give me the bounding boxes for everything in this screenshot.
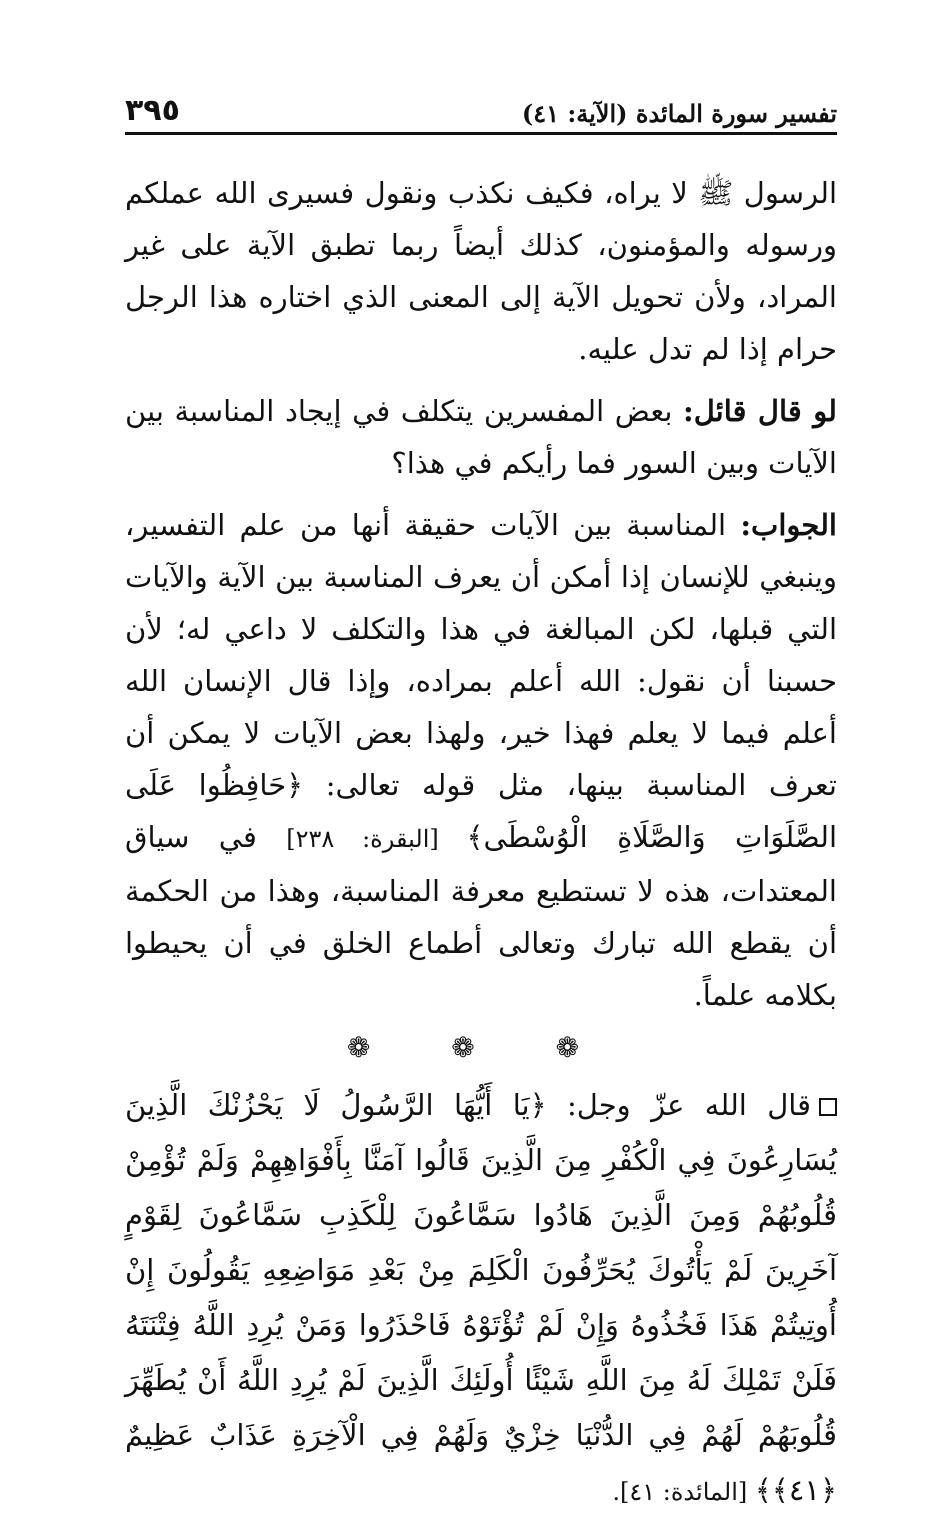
paragraph-3 [125, 499, 837, 1021]
book-page [125, 88, 837, 1520]
running-title: تفسير سورة المائدة (الآية: ٤١) [521, 99, 837, 128]
running-header [125, 88, 837, 135]
quran-quote: ﴿حَافِظُوا عَلَى الصَّلَوَاتِ وَالصَّلَاةِ الْوُسْطَى﴾ [125, 768, 838, 854]
paragraph-1: الرسول ﷺ لا يراه، فكيف نكذب ونقول فسيرى الله عملكم ورسوله والمؤمنون، كذلك أيضاً ربما تطبق الآية على غير المراد، ولأن تحويل الآية إلى المعنى الذي اختاره هذا الرجل حرام إذا لم تدل عليه. [125, 176, 837, 366]
verse-reference: [المائدة: ٤١]. [612, 1478, 755, 1506]
square-bullet-icon [819, 1098, 837, 1116]
verse-text: ﴿يَا أَيُّهَا الرَّسُولُ لَا يَحْزُنْكَ الَّذِينَ يُسَارِعُونَ فِي الْكُفْرِ مِنَ الَّذِينَ قَالُوا آمَنَّا بِأَفْوَاهِهِمْ وَلَمْ تُؤْمِنْ قُلُوبُهُمْ وَمِنَ الَّذِينَ هَادُوا سَمَّاعُونَ لِلْكَذِبِ سَمَّاعُونَ لِقَوْمٍ آخَرِينَ لَمْ يَأْتُوكَ يُحَرِّفُونَ الْكَلِمَ مِنْ بَعْدِ مَوَاضِعِهِ يَقُولُونَ إِنْ أُوتِيتُمْ هَذَا فَخُذُوهُ وَإِنْ لَمْ تُؤْتَوْهُ فَاحْذَرُوا وَمَنْ يُرِدِ اللَّهُ فِتْنَتَهُ فَلَنْ تَمْلِكَ لَهُ مِنَ اللَّهِ شَيْئًا أُولَئِكَ الَّذِينَ لَمْ يُرِدِ اللَّهُ أَنْ يُطَهِّرَ قُلُوبَهُمْ لَهُمْ فِي الدُّنْيَا خِزْيٌ وَلَهُمْ فِي الْآخِرَةِ عَذَابٌ عَظِيمٌ ﴿٤١﴾﴾ [125, 1088, 837, 1507]
quran-reference: [البقرة: ٢٣٨] [286, 825, 467, 853]
question-lead: لو قال قائل: [683, 394, 838, 428]
answer-tail: في سياق المعتدات، هذه لا تستطيع معرفة المناسبة، وهذا من الحكمة أن يقطع الله تبارك وتعالى أطماع الخلق في أن يحيطوا بكلامه علماً. [125, 820, 837, 1012]
question-body: بعض المفسرين يتكلف في إيجاد المناسبة بين الآيات وبين السور فما رأيكم في هذا؟ [125, 394, 837, 480]
section-separator: ❁ ❁ ❁ [346, 1031, 616, 1064]
verse-intro: قال الله عزّ وجل: [546, 1088, 812, 1122]
paragraph-2 [125, 385, 837, 489]
page-number: ٣٩٥ [125, 93, 180, 128]
commentary-text [125, 167, 837, 1021]
verse-section [125, 1078, 837, 1520]
answer-body: المناسبة بين الآيات حقيقة أنها من علم التفسير، وينبغي للإنسان إذا أمكن أن يعرف المناسبة بين الآية والآيات التي قبلها، لكن المبالغة في هذا والتكلف لا داعي له؛ لأن حسبنا أن نقول: الله أعلم بمراده، وإذا قال الإنسان الله أعلم فيما لا يعلم فهذا خير، ولهذا بعض الآيات لا يمكن أن تعرف المناسبة بينها، مثل قوله تعالى: [125, 508, 837, 802]
answer-lead: الجواب: [740, 508, 837, 542]
